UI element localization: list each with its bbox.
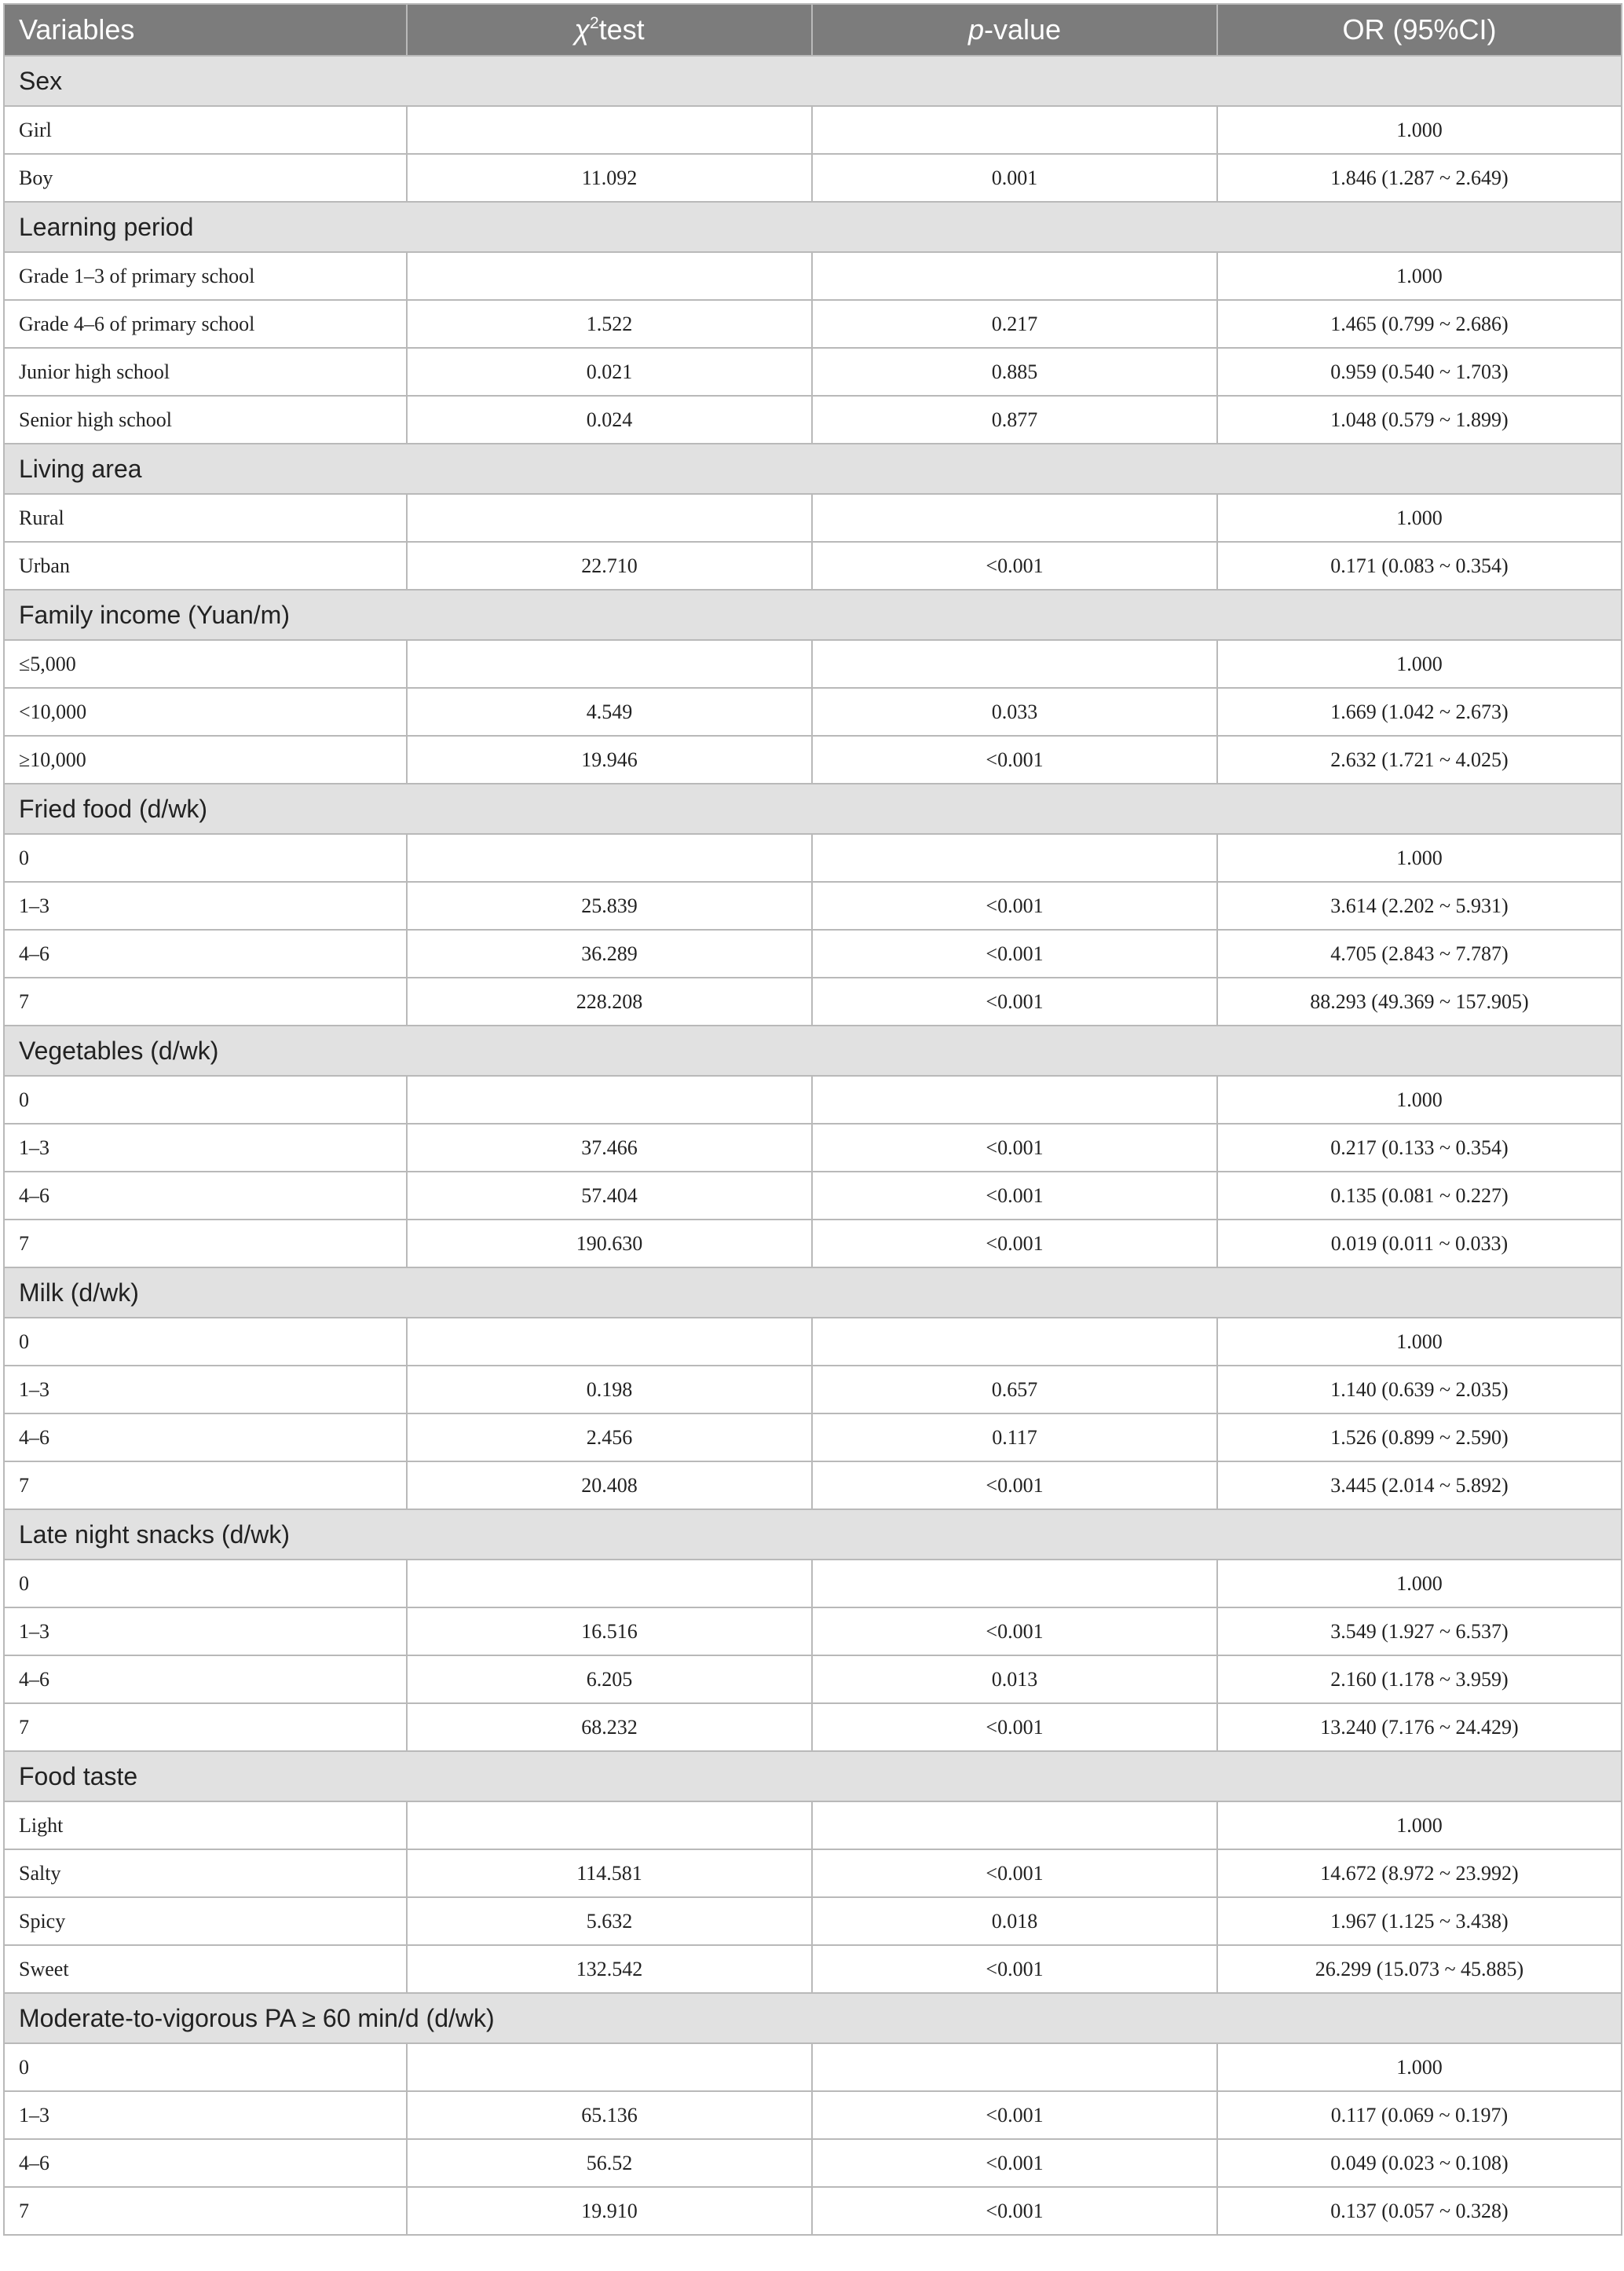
chi-suffix: test: [598, 13, 645, 46]
odds-ratio-value: 1.000: [1217, 1318, 1622, 1366]
p-suffix: -value: [983, 13, 1062, 46]
odds-ratio-value: 1.000: [1217, 2043, 1622, 2091]
odds-ratio-value: 1.465 (0.799 ~ 2.686): [1217, 300, 1622, 348]
odds-ratio-value: 14.672 (8.972 ~ 23.992): [1217, 1849, 1622, 1897]
row-label: 4–6: [4, 1172, 407, 1220]
table-row: [4, 252, 1622, 300]
chi-square-value: 65.136: [407, 2091, 812, 2139]
row-label: 7: [4, 1220, 407, 1267]
p-value: [812, 1560, 1217, 1607]
p-value: [812, 1801, 1217, 1849]
group-title: Living area: [4, 444, 1622, 494]
table-header: [4, 4, 1622, 56]
p-value: [812, 640, 1217, 688]
table-row: [4, 2091, 1622, 2139]
odds-ratio-value: 0.137 (0.057 ~ 0.328): [1217, 2187, 1622, 2235]
table-row: [4, 1703, 1622, 1751]
chi-square-value: 5.632: [407, 1897, 812, 1945]
row-label: 1–3: [4, 882, 407, 930]
chi-square-value: [407, 2043, 812, 2091]
row-label: 0: [4, 2043, 407, 2091]
p-value: 0.117: [812, 1413, 1217, 1461]
chi-square-value: 2.456: [407, 1413, 812, 1461]
chi-square-value: 11.092: [407, 154, 812, 202]
odds-ratio-value: 0.049 (0.023 ~ 0.108): [1217, 2139, 1622, 2187]
odds-ratio-value: 0.959 (0.540 ~ 1.703): [1217, 348, 1622, 396]
row-label: <10,000: [4, 688, 407, 736]
row-label: Boy: [4, 154, 407, 202]
group-row: [4, 56, 1622, 106]
table-body: [4, 56, 1622, 2235]
odds-ratio-value: 0.171 (0.083 ~ 0.354): [1217, 542, 1622, 590]
p-value: 0.013: [812, 1655, 1217, 1703]
chi-square-value: [407, 1076, 812, 1124]
row-label: 7: [4, 2187, 407, 2235]
row-label: 0: [4, 834, 407, 882]
chi-square-value: [407, 1318, 812, 1366]
p-value: [812, 494, 1217, 542]
table-row: [4, 834, 1622, 882]
header-chi-square-test: [407, 4, 812, 56]
row-label: Junior high school: [4, 348, 407, 396]
group-title: Moderate-to-vigorous PA ≥ 60 min/d (d/wk): [4, 1993, 1622, 2043]
chi-square-value: 68.232: [407, 1703, 812, 1751]
odds-ratio-value: 0.117 (0.069 ~ 0.197): [1217, 2091, 1622, 2139]
group-row: [4, 590, 1622, 640]
table-row: [4, 1318, 1622, 1366]
p-value: <0.001: [812, 2091, 1217, 2139]
odds-ratio-value: 1.000: [1217, 252, 1622, 300]
odds-ratio-value: 1.000: [1217, 1801, 1622, 1849]
p-value: [812, 834, 1217, 882]
chi-square-value: [407, 106, 812, 154]
table-row: [4, 1849, 1622, 1897]
p-value: <0.001: [812, 1461, 1217, 1509]
chi-square-value: 16.516: [407, 1607, 812, 1655]
odds-ratio-value: 1.669 (1.042 ~ 2.673): [1217, 688, 1622, 736]
chi-square-value: 0.198: [407, 1366, 812, 1413]
table-row: [4, 1801, 1622, 1849]
odds-ratio-value: 1.000: [1217, 106, 1622, 154]
chi-square-value: 19.946: [407, 736, 812, 784]
chi-square-value: 4.549: [407, 688, 812, 736]
row-label: Sweet: [4, 1945, 407, 1993]
table-row: [4, 882, 1622, 930]
table-row: [4, 154, 1622, 202]
table-row: [4, 2139, 1622, 2187]
table-row: [4, 2043, 1622, 2091]
row-label: 1–3: [4, 1124, 407, 1172]
odds-ratio-value: 1.000: [1217, 1560, 1622, 1607]
p-value: [812, 252, 1217, 300]
chi-square-value: [407, 494, 812, 542]
row-label: 4–6: [4, 930, 407, 978]
chi-square-value: 0.024: [407, 396, 812, 444]
table-row: [4, 1897, 1622, 1945]
chi-square-value: 0.021: [407, 348, 812, 396]
group-row: [4, 202, 1622, 252]
group-row: [4, 784, 1622, 834]
group-row: [4, 444, 1622, 494]
group-row: [4, 1026, 1622, 1076]
table-row: [4, 1124, 1622, 1172]
odds-ratio-value: 1.967 (1.125 ~ 3.438): [1217, 1897, 1622, 1945]
p-value: [812, 1076, 1217, 1124]
header-variables: Variables: [4, 4, 407, 56]
chi-square-value: 132.542: [407, 1945, 812, 1993]
table-row: [4, 978, 1622, 1026]
chi-square-value: [407, 640, 812, 688]
p-value: <0.001: [812, 882, 1217, 930]
group-title: Sex: [4, 56, 1622, 106]
chi-square-value: 19.910: [407, 2187, 812, 2235]
p-value: <0.001: [812, 542, 1217, 590]
row-label: 7: [4, 1703, 407, 1751]
odds-ratio-value: 1.846 (1.287 ~ 2.649): [1217, 154, 1622, 202]
table-row: [4, 2187, 1622, 2235]
header-p-value: [812, 4, 1217, 56]
row-label: 0: [4, 1318, 407, 1366]
p-value: [812, 106, 1217, 154]
chi-square-value: 228.208: [407, 978, 812, 1026]
table-row: [4, 106, 1622, 154]
p-italic: p: [967, 13, 984, 46]
row-label: 4–6: [4, 1655, 407, 1703]
p-value: <0.001: [812, 930, 1217, 978]
p-value: 0.217: [812, 300, 1217, 348]
odds-ratio-value: 0.135 (0.081 ~ 0.227): [1217, 1172, 1622, 1220]
table-row: [4, 930, 1622, 978]
chi-square-value: 6.205: [407, 1655, 812, 1703]
group-row: [4, 1993, 1622, 2043]
odds-ratio-value: 0.019 (0.011 ~ 0.033): [1217, 1220, 1622, 1267]
table-row: [4, 1560, 1622, 1607]
table-container: [3, 3, 1621, 2236]
table-row: [4, 640, 1622, 688]
p-value: <0.001: [812, 1945, 1217, 1993]
p-value: <0.001: [812, 1849, 1217, 1897]
odds-ratio-value: 3.614 (2.202 ~ 5.931): [1217, 882, 1622, 930]
chi-superscript: 2: [589, 14, 599, 32]
row-label: ≥10,000: [4, 736, 407, 784]
row-label: 7: [4, 978, 407, 1026]
odds-ratio-value: 26.299 (15.073 ~ 45.885): [1217, 1945, 1622, 1993]
group-title: Learning period: [4, 202, 1622, 252]
table-row: [4, 542, 1622, 590]
table-row: [4, 494, 1622, 542]
chi-square-value: 56.52: [407, 2139, 812, 2187]
p-value: <0.001: [812, 2187, 1217, 2235]
odds-ratio-value: 2.632 (1.721 ~ 4.025): [1217, 736, 1622, 784]
row-label: Urban: [4, 542, 407, 590]
odds-ratio-value: 0.217 (0.133 ~ 0.354): [1217, 1124, 1622, 1172]
row-label: 0: [4, 1560, 407, 1607]
odds-ratio-value: 1.000: [1217, 834, 1622, 882]
p-value: <0.001: [812, 2139, 1217, 2187]
odds-ratio-value: 4.705 (2.843 ~ 7.787): [1217, 930, 1622, 978]
odds-ratio-value: 1.000: [1217, 1076, 1622, 1124]
chi-square-value: 57.404: [407, 1172, 812, 1220]
chi-square-value: [407, 1801, 812, 1849]
table-row: [4, 688, 1622, 736]
odds-ratio-value: 2.160 (1.178 ~ 3.959): [1217, 1655, 1622, 1703]
p-value: 0.018: [812, 1897, 1217, 1945]
table-row: [4, 1945, 1622, 1993]
row-label: 7: [4, 1461, 407, 1509]
p-value: 0.877: [812, 396, 1217, 444]
group-title: Vegetables (d/wk): [4, 1026, 1622, 1076]
table-row: [4, 1220, 1622, 1267]
odds-ratio-value: 13.240 (7.176 ~ 24.429): [1217, 1703, 1622, 1751]
chi-square-value: 36.289: [407, 930, 812, 978]
odds-ratio-value: 1.140 (0.639 ~ 2.035): [1217, 1366, 1622, 1413]
row-label: ≤5,000: [4, 640, 407, 688]
chi-square-value: [407, 1560, 812, 1607]
row-label: 1–3: [4, 1366, 407, 1413]
odds-ratio-value: 3.549 (1.927 ~ 6.537): [1217, 1607, 1622, 1655]
row-label: 0: [4, 1076, 407, 1124]
p-value: 0.885: [812, 348, 1217, 396]
p-value: <0.001: [812, 1220, 1217, 1267]
header-row: [4, 4, 1622, 56]
odds-ratio-value: 1.526 (0.899 ~ 2.590): [1217, 1413, 1622, 1461]
table-row: [4, 736, 1622, 784]
row-label: Salty: [4, 1849, 407, 1897]
table-row: [4, 348, 1622, 396]
p-value: <0.001: [812, 736, 1217, 784]
row-label: 1–3: [4, 1607, 407, 1655]
table-row: [4, 396, 1622, 444]
chi-square-value: 20.408: [407, 1461, 812, 1509]
row-label: Light: [4, 1801, 407, 1849]
p-value: <0.001: [812, 1607, 1217, 1655]
chi-square-value: 114.581: [407, 1849, 812, 1897]
row-label: 4–6: [4, 1413, 407, 1461]
row-label: 4–6: [4, 2139, 407, 2187]
p-value: <0.001: [812, 1703, 1217, 1751]
group-title: Family income (Yuan/m): [4, 590, 1622, 640]
p-value: <0.001: [812, 1124, 1217, 1172]
chi-square-value: 190.630: [407, 1220, 812, 1267]
chi-square-value: 22.710: [407, 542, 812, 590]
table-row: [4, 1076, 1622, 1124]
table-row: [4, 300, 1622, 348]
row-label: Grade 1–3 of primary school: [4, 252, 407, 300]
p-value: [812, 1318, 1217, 1366]
chi-square-value: [407, 834, 812, 882]
p-value: 0.001: [812, 154, 1217, 202]
group-row: [4, 1751, 1622, 1801]
chi-square-value: [407, 252, 812, 300]
chi-symbol: χ: [574, 13, 590, 46]
group-row: [4, 1267, 1622, 1318]
chi-square-value: 1.522: [407, 300, 812, 348]
group-title: Fried food (d/wk): [4, 784, 1622, 834]
table-row: [4, 1461, 1622, 1509]
row-label: Girl: [4, 106, 407, 154]
odds-ratio-value: 3.445 (2.014 ~ 5.892): [1217, 1461, 1622, 1509]
table-row: [4, 1413, 1622, 1461]
header-odds-ratio: OR (95%CI): [1217, 4, 1622, 56]
group-title: Late night snacks (d/wk): [4, 1509, 1622, 1560]
p-value: <0.001: [812, 1172, 1217, 1220]
odds-ratio-value: 1.000: [1217, 494, 1622, 542]
results-table: [3, 3, 1622, 2236]
row-label: Rural: [4, 494, 407, 542]
p-value: 0.657: [812, 1366, 1217, 1413]
group-row: [4, 1509, 1622, 1560]
group-title: Food taste: [4, 1751, 1622, 1801]
odds-ratio-value: 1.000: [1217, 640, 1622, 688]
row-label: Senior high school: [4, 396, 407, 444]
chi-square-value: 25.839: [407, 882, 812, 930]
table-row: [4, 1607, 1622, 1655]
odds-ratio-value: 1.048 (0.579 ~ 1.899): [1217, 396, 1622, 444]
row-label: Spicy: [4, 1897, 407, 1945]
table-row: [4, 1366, 1622, 1413]
p-value: <0.001: [812, 978, 1217, 1026]
table-row: [4, 1655, 1622, 1703]
p-value: 0.033: [812, 688, 1217, 736]
group-title: Milk (d/wk): [4, 1267, 1622, 1318]
odds-ratio-value: 88.293 (49.369 ~ 157.905): [1217, 978, 1622, 1026]
table-row: [4, 1172, 1622, 1220]
chi-square-value: 37.466: [407, 1124, 812, 1172]
row-label: 1–3: [4, 2091, 407, 2139]
p-value: [812, 2043, 1217, 2091]
row-label: Grade 4–6 of primary school: [4, 300, 407, 348]
